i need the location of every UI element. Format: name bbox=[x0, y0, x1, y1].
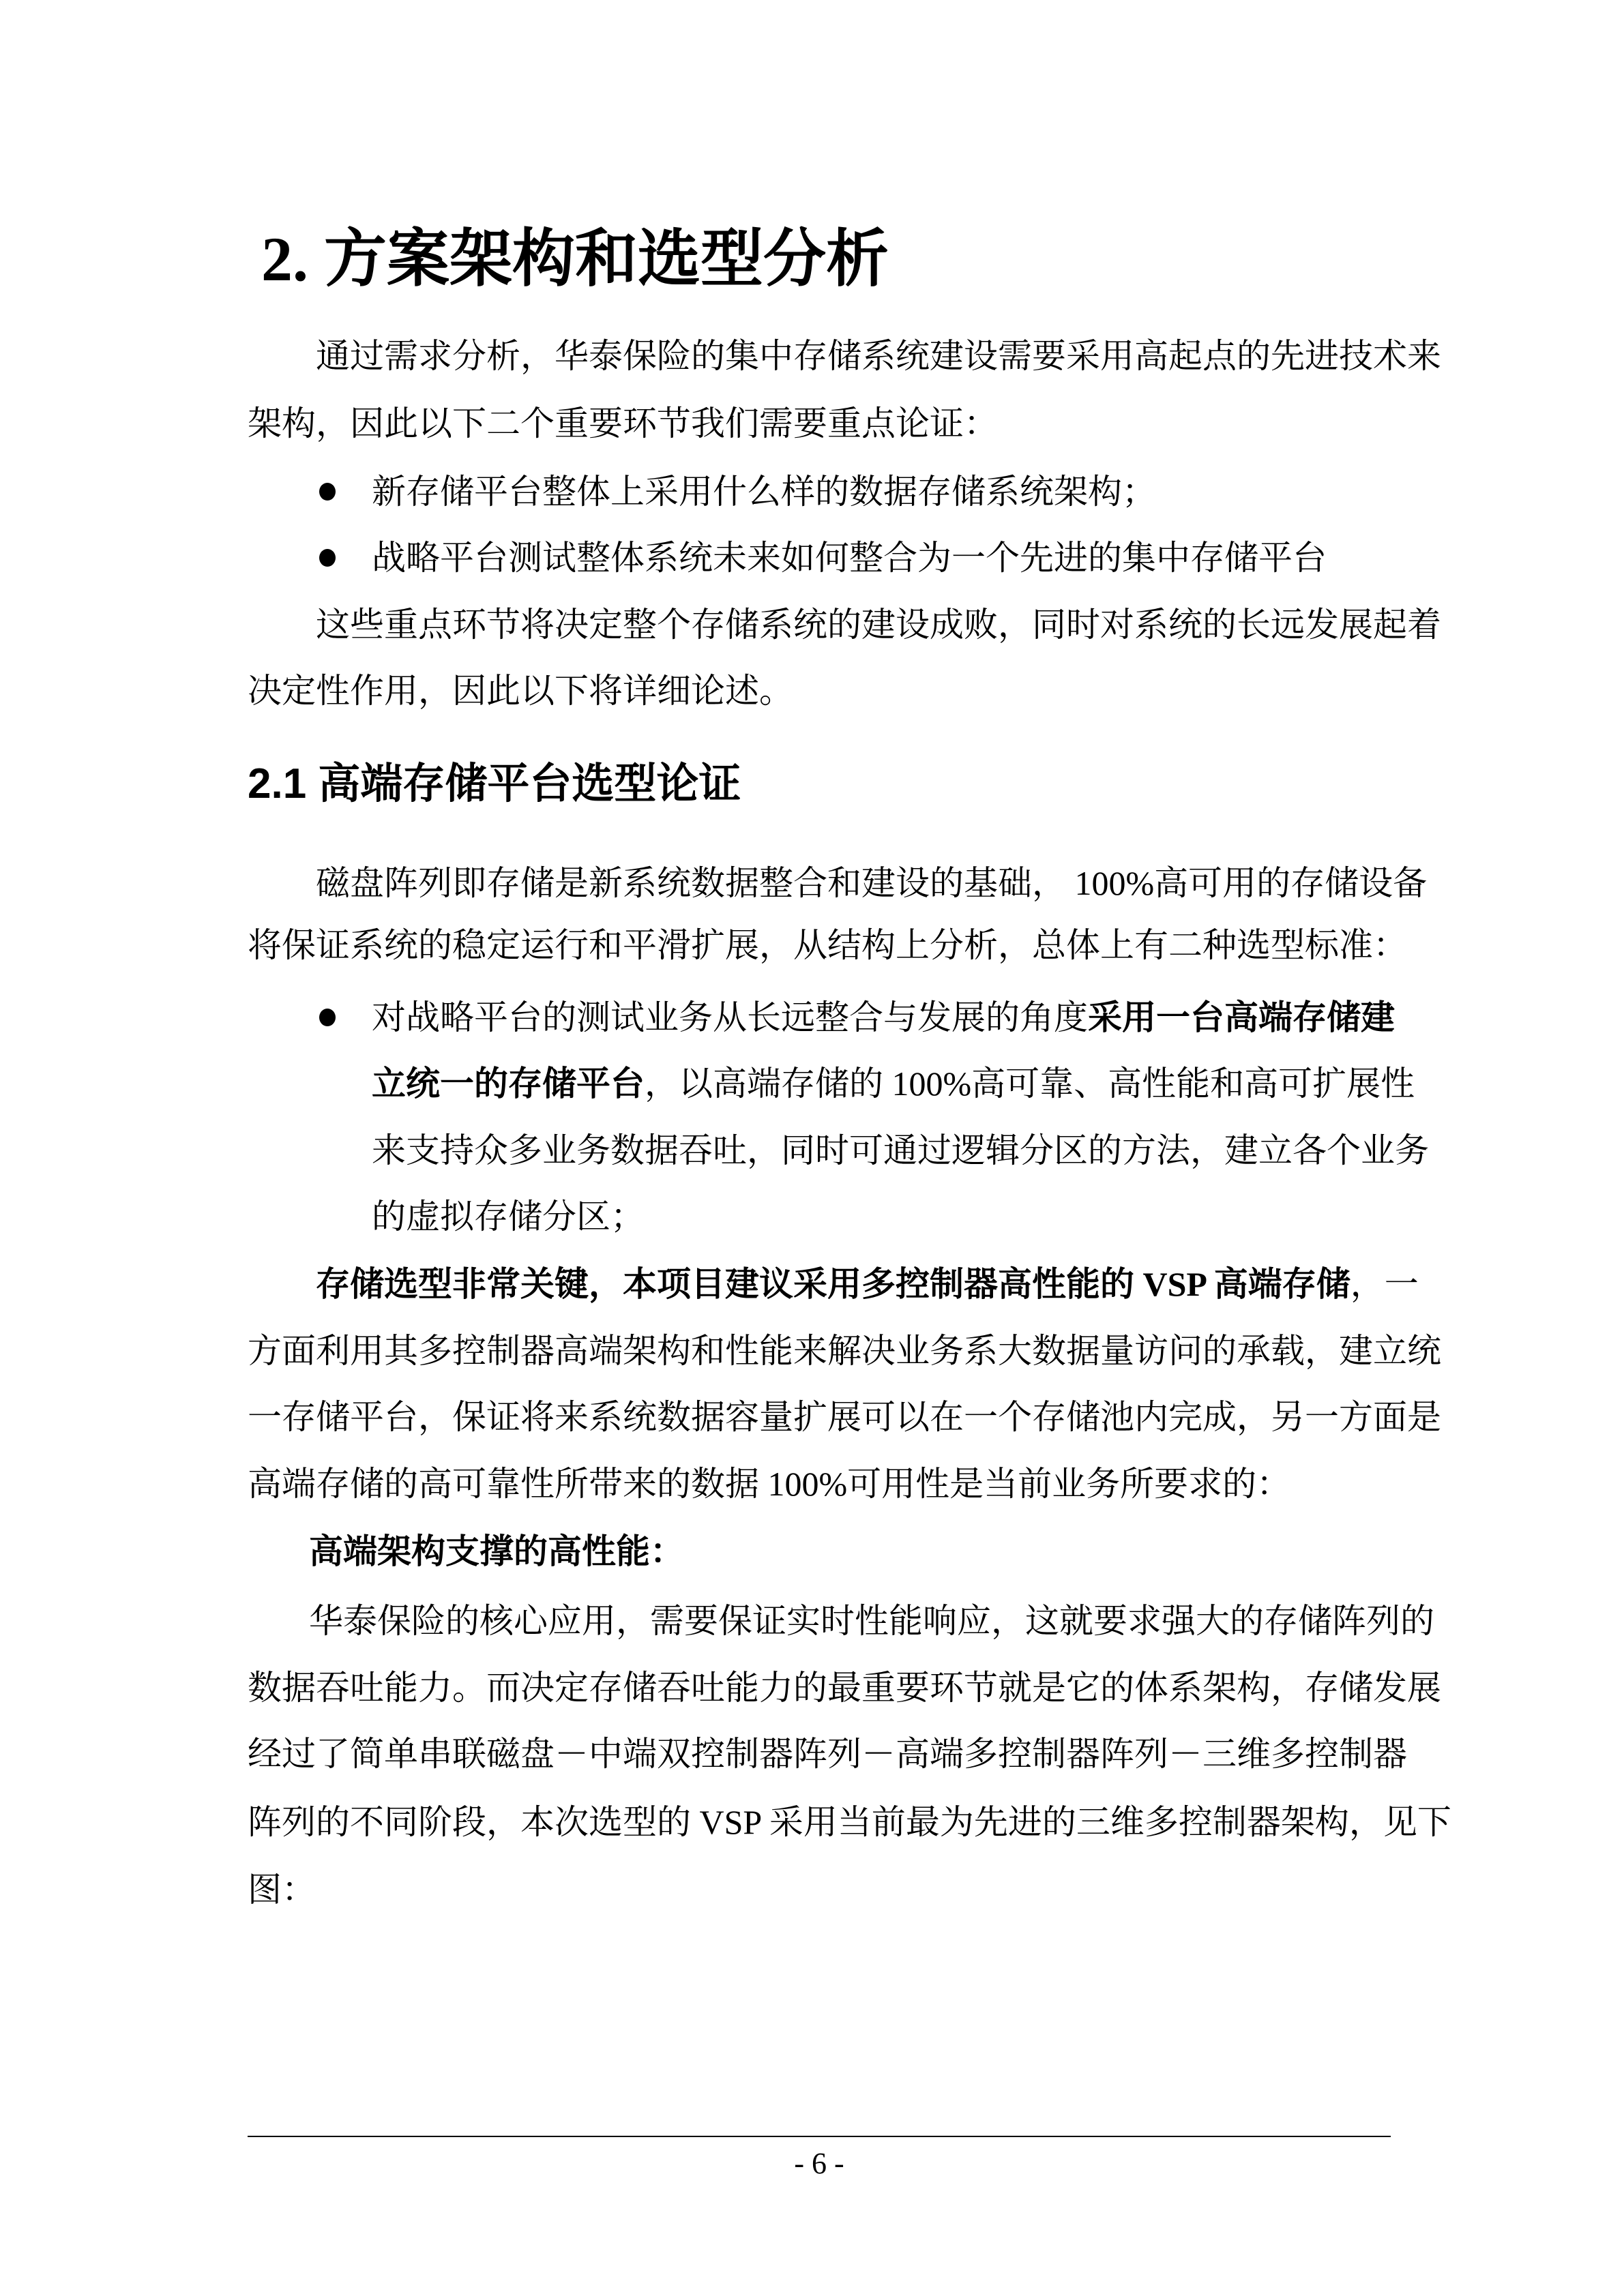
paragraph-line: 高端存储的高可靠性所带来的数据 100%可用性是当前业务所要求的： bbox=[248, 1465, 1291, 1503]
text: ，一 bbox=[1350, 1265, 1419, 1303]
text: ，以高端存储的 100%高可靠、高性能和高可扩展性 bbox=[645, 1064, 1415, 1103]
paragraph-line: 一存储平台，保证将来系统数据容量扩展可以在一个存储池内完成，另一方面是 bbox=[248, 1398, 1441, 1436]
paragraph-line: 经过了简单串联磁盘－中端双控制器阵列－高端多控制器阵列－三维多控制器 bbox=[248, 1735, 1407, 1773]
bold-text: 存储选型非常关键，本项目建议采用多控制器高性能的 VSP 高端存储 bbox=[316, 1265, 1350, 1303]
paragraph-line: 决定性作用，因此以下将详细论述。 bbox=[248, 672, 793, 710]
bullet-item: 战略平台测试整体系统未来如何整合为一个先进的集中存储平台 bbox=[372, 539, 1327, 577]
paragraph-line: 方面利用其多控制器高端架构和性能来解决业务系大数据量访问的承载，建立统 bbox=[248, 1332, 1441, 1370]
footer-divider bbox=[248, 2136, 1391, 2137]
paragraph-line: 这些重点环节将决定整个存储系统的建设成败，同时对系统的长远发展起着 bbox=[316, 606, 1441, 644]
bullet-item-line: 的虚拟存储分区； bbox=[372, 1197, 645, 1236]
bullet-item-line bbox=[372, 1062, 1415, 1105]
paragraph-line: 架构，因此以下二个重要环节我们需要重点论证： bbox=[248, 404, 998, 443]
text: 对战略平台的测试业务从长远整合与发展的角度 bbox=[372, 998, 1088, 1037]
bullet-icon bbox=[319, 549, 336, 567]
paragraph-line: 磁盘阵列即存储是新系统数据整合和建设的基础， 100%高可用的存储设备 bbox=[316, 864, 1428, 902]
bold-text: 立统一的存储平台 bbox=[372, 1064, 645, 1103]
page-number: - 6 - bbox=[794, 2147, 844, 2180]
subsection-heading: 2.1 高端存储平台选型论证 bbox=[248, 760, 741, 807]
bold-text: 采用一台高端存储建 bbox=[1088, 998, 1395, 1037]
paragraph-line: 图： bbox=[248, 1870, 316, 1909]
paragraph-line: 将保证系统的稳定运行和平滑扩展，从结构上分析，总体上有二种选型标准： bbox=[248, 926, 1407, 964]
paragraph-line: 数据吞吐能力。而决定存储吞吐能力的最重要环节就是它的体系架构，存储发展 bbox=[248, 1669, 1441, 1707]
bold-subheading: 高端架构支撑的高性能： bbox=[309, 1532, 684, 1570]
paragraph-line bbox=[316, 1262, 1419, 1306]
bullet-icon bbox=[319, 483, 336, 501]
paragraph-line: 华泰保险的核心应用，需要保证实时性能响应，这就要求强大的存储阵列的 bbox=[309, 1602, 1434, 1640]
bullet-item bbox=[372, 996, 1395, 1039]
section-heading: 2. 方案架构和选型分析 bbox=[261, 224, 889, 294]
bullet-item: 新存储平台整体上采用什么样的数据存储系统架构； bbox=[372, 473, 1156, 511]
bullet-icon bbox=[319, 1009, 336, 1026]
paragraph-line: 阵列的不同阶段，本次选型的 VSP 采用当前最为先进的三维多控制器架构，见下 bbox=[248, 1803, 1451, 1841]
paragraph-line: 通过需求分析，华泰保险的集中存储系统建设需要采用高起点的先进技术来 bbox=[316, 337, 1441, 375]
bullet-item-line: 来支持众多业务数据吞吐，同时可通过逻辑分区的方法，建立各个业务 bbox=[372, 1131, 1429, 1169]
